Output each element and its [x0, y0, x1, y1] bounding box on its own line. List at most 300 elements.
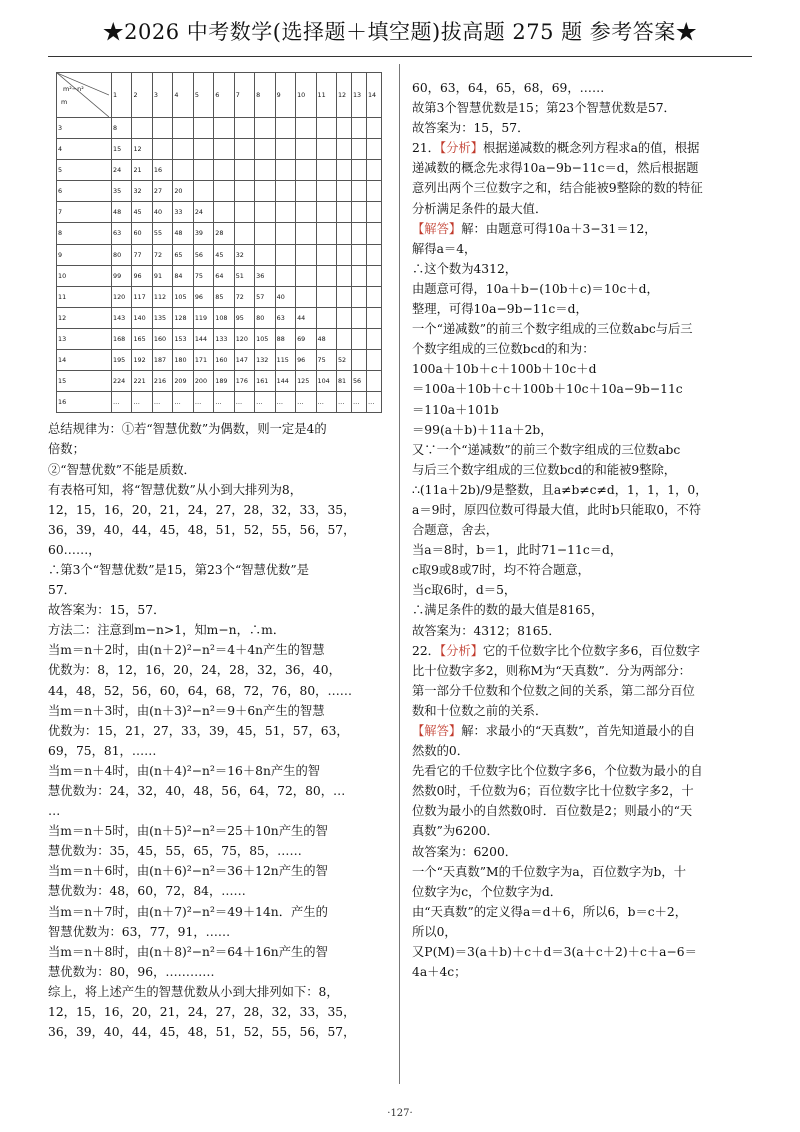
table-cell — [366, 244, 381, 265]
text-line: 倍数； — [48, 442, 85, 457]
table-cell — [234, 118, 254, 139]
line-text: ∴这个数为4312， — [412, 261, 518, 276]
table-row — [57, 371, 382, 392]
text-line — [412, 560, 754, 580]
text-line — [412, 400, 754, 420]
right-column — [412, 78, 754, 982]
text-line: 总结规律为：①若“智慧优数”为偶数，则一定是4的 — [48, 422, 327, 437]
text-line: 有表格可知，将“智慧优数”从小到大排列为8， — [48, 482, 303, 497]
text-line — [412, 158, 754, 178]
table-cell — [173, 160, 193, 181]
table-cell — [193, 118, 213, 139]
line-text: 真数”为6200． — [412, 824, 499, 839]
line-text: 4a＋4c； — [412, 965, 467, 980]
table-cell: 56 — [193, 244, 213, 265]
table-body — [57, 118, 382, 413]
table-corner-cell — [57, 73, 112, 118]
table-cell — [275, 181, 295, 202]
table-cell: 32 — [234, 244, 254, 265]
table-row-header: 11 — [57, 286, 112, 307]
text-line — [412, 199, 754, 219]
table-cell: 176 — [234, 371, 254, 392]
text-line: 慧优数为：80，96，………… — [48, 964, 215, 979]
text-line — [412, 600, 754, 620]
table-row — [57, 202, 382, 223]
table-cell — [351, 350, 366, 371]
table-cell — [193, 160, 213, 181]
text-line — [412, 621, 754, 641]
table-cell: 28 — [214, 223, 234, 244]
table-cell — [351, 265, 366, 286]
table-col-header: 7 — [234, 73, 254, 118]
page-number: ·127· — [387, 1108, 413, 1119]
table-cell — [234, 202, 254, 223]
table-row-header: 10 — [57, 265, 112, 286]
line-text: 故第3个智慧优数是15；第23个智慧优数是57． — [412, 101, 676, 116]
table-cell: 39 — [193, 223, 213, 244]
table-cell: 160 — [214, 350, 234, 371]
table-cell: 75 — [316, 350, 336, 371]
table-cell: 189 — [214, 371, 234, 392]
table-row-header: 12 — [57, 307, 112, 328]
table-cell: 40 — [152, 202, 172, 223]
line-text: 分析满足条件的最大值． — [412, 201, 548, 216]
table-cell — [366, 328, 381, 349]
table-cell: 117 — [132, 286, 152, 307]
table-cell — [336, 139, 351, 160]
line-text: 它的千位数字比个位数字多6，百位数字 — [483, 643, 700, 658]
table-cell: 24 — [112, 160, 132, 181]
question-number: 21． — [412, 141, 440, 156]
text-line — [412, 741, 754, 761]
text-line — [412, 801, 754, 821]
table-cell — [255, 118, 275, 139]
table-cell: 69 — [296, 328, 316, 349]
text-line — [412, 319, 754, 339]
table-col-header: 12 — [336, 73, 351, 118]
table-cell: 63 — [275, 307, 295, 328]
table-cell — [316, 181, 336, 202]
table-col-header: 13 — [351, 73, 366, 118]
table-cell: 57 — [255, 286, 275, 307]
table-cell: 16 — [152, 160, 172, 181]
table-cell: … — [234, 392, 254, 413]
table-cell: 36 — [255, 265, 275, 286]
table-cell: … — [132, 392, 152, 413]
text-line — [412, 359, 754, 379]
line-text: 位数为最小的自然数0时．百位数是2；则最小的“天 — [412, 804, 693, 819]
line-text: 与后三个数字组成的三位数bcd的和能被9整除， — [412, 462, 677, 477]
table-cell — [173, 139, 193, 160]
table-cell: … — [255, 392, 275, 413]
table-cell — [351, 202, 366, 223]
text-line — [412, 842, 754, 862]
table-cell — [193, 181, 213, 202]
text-line — [412, 882, 754, 902]
text-line — [412, 781, 754, 801]
table-cell: 32 — [132, 181, 152, 202]
left-column-text — [48, 419, 388, 1042]
table-row-header: 8 — [57, 223, 112, 244]
table-cell — [366, 118, 381, 139]
table-cell: 51 — [234, 265, 254, 286]
table-cell — [255, 181, 275, 202]
text-line — [412, 138, 754, 158]
text-line: … — [48, 804, 61, 819]
table-cell: 48 — [316, 328, 336, 349]
line-text: 解：由题意可得10a＋3−31＝12， — [461, 221, 657, 236]
table-cell — [296, 202, 316, 223]
table-cell — [234, 139, 254, 160]
smart-number-table-wrap — [56, 72, 382, 413]
smart-number-table — [56, 72, 382, 413]
text-line — [412, 761, 754, 781]
table-cell — [214, 181, 234, 202]
table-cell: 45 — [214, 244, 234, 265]
table-row — [57, 350, 382, 371]
column-divider — [399, 64, 400, 1084]
table-cell — [255, 244, 275, 265]
text-line — [412, 279, 754, 299]
line-text: 第一部分千位数和个位数之间的关系，第二部分百位 — [412, 683, 695, 698]
table-cell — [366, 350, 381, 371]
table-cell: 125 — [296, 371, 316, 392]
text-line — [412, 379, 754, 399]
table-cell: 80 — [112, 244, 132, 265]
line-text: 又P(M)＝3(a＋b)＋c＋d＝3(a＋c＋2)＋c＋a−6＝ — [412, 945, 697, 960]
table-cell — [351, 160, 366, 181]
table-cell: 180 — [173, 350, 193, 371]
table-header-row — [57, 73, 382, 118]
table-cell: … — [193, 392, 213, 413]
line-text: 合题意，舍去， — [412, 523, 499, 538]
text-line: 慧优数为：48，60，72，84，…… — [48, 884, 246, 899]
table-cell — [336, 286, 351, 307]
table-cell: 80 — [255, 307, 275, 328]
table-cell: 221 — [132, 371, 152, 392]
table-cell: 132 — [255, 350, 275, 371]
text-line — [412, 460, 754, 480]
text-line — [412, 259, 754, 279]
line-text: 故答案为：15，57． — [412, 121, 530, 136]
table-cell — [214, 202, 234, 223]
text-line: 当m＝n＋7时，由(n＋7)²−n²＝49＋14n．产生的 — [48, 904, 328, 919]
table-cell: 105 — [173, 286, 193, 307]
table-cell: 60 — [132, 223, 152, 244]
table-col-header: 1 — [112, 73, 132, 118]
table-cell: 165 — [132, 328, 152, 349]
table-cell: 72 — [152, 244, 172, 265]
table-cell — [336, 328, 351, 349]
line-text: ＝110a＋101b — [412, 402, 499, 417]
table-cell — [366, 286, 381, 307]
table-cell: 120 — [112, 286, 132, 307]
text-line: 当m＝n＋3时，由(n＋3)²−n²＝9＋6n产生的智慧 — [48, 703, 325, 718]
table-cell — [214, 160, 234, 181]
table-cell: 75 — [193, 265, 213, 286]
table-cell: 133 — [214, 328, 234, 349]
table-cell — [255, 223, 275, 244]
text-line: 44，48，52，56，60，64，68，72，76，80，…… — [48, 683, 353, 698]
text-line — [412, 219, 754, 239]
table-cell — [296, 160, 316, 181]
table-col-header: 10 — [296, 73, 316, 118]
table-cell — [366, 223, 381, 244]
table-cell: … — [112, 392, 132, 413]
table-cell: 55 — [152, 223, 172, 244]
table-cell — [173, 118, 193, 139]
table-cell — [316, 139, 336, 160]
table-cell: … — [336, 392, 351, 413]
table-cell: 135 — [152, 307, 172, 328]
table-cell — [336, 202, 351, 223]
line-text: 个数字组成的三位数bcd的和为： — [412, 342, 595, 357]
table-col-header: 8 — [255, 73, 275, 118]
table-row-header: 4 — [57, 139, 112, 160]
table-cell: 77 — [132, 244, 152, 265]
table-cell: 153 — [173, 328, 193, 349]
table-row-header: 5 — [57, 160, 112, 181]
table-cell — [296, 139, 316, 160]
table-cell: 168 — [112, 328, 132, 349]
table-cell — [336, 223, 351, 244]
table-cell — [255, 139, 275, 160]
table-cell — [336, 181, 351, 202]
table-cell — [234, 181, 254, 202]
table-cell: 35 — [112, 181, 132, 202]
table-cell: 112 — [152, 286, 172, 307]
table-cell: 187 — [152, 350, 172, 371]
table-cell — [255, 202, 275, 223]
text-line — [412, 580, 754, 600]
text-line: 慧优数为：35，45，55，65，75，85，…… — [48, 844, 302, 859]
text-line: 12，15，16，20，21，24，27，28，32，33，35， — [48, 1005, 356, 1020]
table-cell: 119 — [193, 307, 213, 328]
table-cell: 104 — [316, 371, 336, 392]
table-cell: 45 — [132, 202, 152, 223]
table-cell: 40 — [275, 286, 295, 307]
table-cell: … — [173, 392, 193, 413]
line-text: 一个“天真数”M的千位数字为a，百位数字为b，十 — [412, 864, 687, 879]
table-cell: 95 — [234, 307, 254, 328]
table-cell — [132, 118, 152, 139]
table-cell: 96 — [193, 286, 213, 307]
text-line: 方法二：注意到m−n>1，知m−n，∴m． — [48, 623, 286, 638]
line-text: 解得a＝4， — [412, 241, 477, 256]
line-text: 一个“递减数”的前三个数字组成的三位数abc与后三 — [412, 322, 693, 337]
table-cell — [366, 160, 381, 181]
table-col-header: 11 — [316, 73, 336, 118]
table-cell: 20 — [173, 181, 193, 202]
line-text: c取9或8或7时，均不符合题意， — [412, 563, 590, 578]
text-line — [412, 239, 754, 259]
table-row-header: 6 — [57, 181, 112, 202]
line-text: 然数0时，千位数为6；百位数字比十位数字多2，十 — [412, 784, 694, 799]
text-line — [412, 440, 754, 460]
text-line: 36，39，40，44，45，48，51，52，55，56，57， — [48, 1025, 356, 1040]
section-tag: 【分析】 — [439, 141, 483, 156]
table-cell — [316, 160, 336, 181]
table-cell: 171 — [193, 350, 213, 371]
line-text: 由题意可得，10a＋b−(10b＋c)＝10c＋d， — [412, 281, 659, 296]
table-col-header: 5 — [193, 73, 213, 118]
text-line — [412, 299, 754, 319]
table-cell: 143 — [112, 307, 132, 328]
table-cell — [366, 307, 381, 328]
table-row-header: 13 — [57, 328, 112, 349]
table-cell: 96 — [296, 350, 316, 371]
line-text: ∴满足条件的数的最大值是8165， — [412, 603, 604, 618]
table-cell: 144 — [193, 328, 213, 349]
table-corner-bottom-label: m — [61, 97, 68, 106]
line-text: 又∵一个“递减数”的前三个数字组成的三位数abc — [412, 442, 681, 457]
table-cell: 115 — [275, 350, 295, 371]
text-line — [412, 681, 754, 701]
table-cell — [152, 139, 172, 160]
table-cell: 48 — [112, 202, 132, 223]
text-line: 当m＝n＋2时，由(n＋2)²−n²＝4＋4n产生的智慧 — [48, 643, 325, 658]
section-tag: 【分析】 — [439, 643, 483, 658]
table-cell — [351, 328, 366, 349]
line-text: ＝100a＋10b＋c＋100b＋10c＋10a−9b−11c — [412, 382, 683, 397]
table-cell — [214, 139, 234, 160]
header-divider — [48, 56, 752, 57]
right-column-text — [412, 78, 754, 982]
text-line — [412, 118, 754, 138]
line-text: 先看它的千位数字比个位数字多6，个位数为最小的自 — [412, 764, 703, 779]
table-cell — [336, 244, 351, 265]
table-cell: 81 — [336, 371, 351, 392]
table-cell: 140 — [132, 307, 152, 328]
text-line: 57． — [48, 583, 76, 598]
text-line — [412, 78, 754, 98]
table-row — [57, 181, 382, 202]
table-cell — [366, 202, 381, 223]
table-row-header: 14 — [57, 350, 112, 371]
text-line — [412, 98, 754, 118]
line-text: 意列出两个三位数字之和，结合能被9整除的数的特征 — [412, 181, 703, 196]
table-cell — [336, 160, 351, 181]
table-cell: 52 — [336, 350, 351, 371]
table-row — [57, 160, 382, 181]
text-line — [412, 178, 754, 198]
line-text: 位数字为c，个位数字为d． — [412, 884, 563, 899]
table-cell: 27 — [152, 181, 172, 202]
table-cell: 209 — [173, 371, 193, 392]
text-line: 60……， — [48, 542, 101, 557]
line-text: 然数的0． — [412, 744, 470, 759]
table-cell: 48 — [173, 223, 193, 244]
table-cell — [316, 202, 336, 223]
table-cell — [316, 223, 336, 244]
table-col-header: 4 — [173, 73, 193, 118]
table-col-header: 6 — [214, 73, 234, 118]
text-line — [412, 922, 754, 942]
table-row — [57, 286, 382, 307]
text-line — [412, 821, 754, 841]
table-row — [57, 328, 382, 349]
table-cell — [316, 307, 336, 328]
table-cell: 105 — [255, 328, 275, 349]
table-cell — [316, 286, 336, 307]
table-cell: 96 — [132, 265, 152, 286]
text-line: ②“智慧优数”不能是质数． — [48, 462, 196, 477]
table-cell: 200 — [193, 371, 213, 392]
text-line: 故答案为：15，57． — [48, 603, 166, 618]
table-cell — [316, 244, 336, 265]
text-line: 36，39，40，44，45，48，51，52，55，56，57， — [48, 522, 356, 537]
table-cell: 99 — [112, 265, 132, 286]
table-cell: 147 — [234, 350, 254, 371]
line-text: 比十位数字多2，则称M为“天真数”．分为两部分： — [412, 663, 691, 678]
text-line: 优数为：15，21，27，33，39，45，51，57，63， — [48, 723, 349, 738]
page-header-title: ★2026 中考数学(选择题＋填空题)拔高题 275 题 参考答案★ — [102, 20, 698, 44]
line-text: 当a＝8时，b＝1，此时71−11c＝d， — [412, 543, 623, 558]
text-line — [412, 902, 754, 922]
table-cell: 224 — [112, 371, 132, 392]
table-cell — [296, 181, 316, 202]
table-cell — [275, 244, 295, 265]
table-cell: 88 — [275, 328, 295, 349]
text-line: 12，15，16，20，21，24，27，28，32，33，35， — [48, 502, 356, 517]
table-row — [57, 392, 382, 413]
table-cell — [351, 244, 366, 265]
line-text: 递减数的概念先求得10a−9b−11c＝d，然后根据题 — [412, 161, 699, 176]
line-text: 60，63，64，65，68，69，…… — [412, 81, 605, 95]
table-row-header: 15 — [57, 371, 112, 392]
table-col-header: 2 — [132, 73, 152, 118]
line-text: 100a＋10b＋c＋100b＋10c＋d — [412, 362, 597, 377]
table-cell: 192 — [132, 350, 152, 371]
table-row — [57, 139, 382, 160]
table-col-header: 3 — [152, 73, 172, 118]
table-cell — [366, 371, 381, 392]
line-text: ＝99(a＋b)＋11a＋2b， — [412, 422, 553, 437]
table-cell — [366, 181, 381, 202]
table-cell — [351, 223, 366, 244]
table-row — [57, 265, 382, 286]
table-cell: 64 — [214, 265, 234, 286]
table-cell: … — [316, 392, 336, 413]
table-cell — [255, 160, 275, 181]
text-line: ∴第3个“智慧优数”是15，第23个“智慧优数”是 — [48, 562, 310, 577]
table-cell: 21 — [132, 160, 152, 181]
table-col-header: 14 — [366, 73, 381, 118]
table-cell — [296, 118, 316, 139]
table-cell: 44 — [296, 307, 316, 328]
table-cell — [275, 202, 295, 223]
table-cell: 65 — [173, 244, 193, 265]
line-text: 根据递减数的概念列方程求a的值，根据 — [483, 141, 700, 156]
text-line: 当m＝n＋8时，由(n＋8)²−n²＝64＋16n产生的智 — [48, 944, 328, 959]
line-text: 当c取6时，d＝5， — [412, 583, 517, 598]
table-cell: 216 — [152, 371, 172, 392]
table-cell — [214, 118, 234, 139]
table-cell — [351, 286, 366, 307]
table-cell — [351, 181, 366, 202]
table-cell: … — [152, 392, 172, 413]
table-cell: 15 — [112, 139, 132, 160]
text-line: 优数为：8，12，16，20，24，28，32，36，40， — [48, 663, 341, 678]
table-cell — [275, 139, 295, 160]
text-line: 智慧优数为：63，77，91，…… — [48, 924, 231, 939]
table-cell — [351, 118, 366, 139]
table-row — [57, 118, 382, 139]
line-text: a＝9时，原四位数可得最大值，此时b只能取0，不符 — [412, 502, 702, 517]
table-cell — [336, 118, 351, 139]
table-cell — [351, 307, 366, 328]
table-cell: 195 — [112, 350, 132, 371]
